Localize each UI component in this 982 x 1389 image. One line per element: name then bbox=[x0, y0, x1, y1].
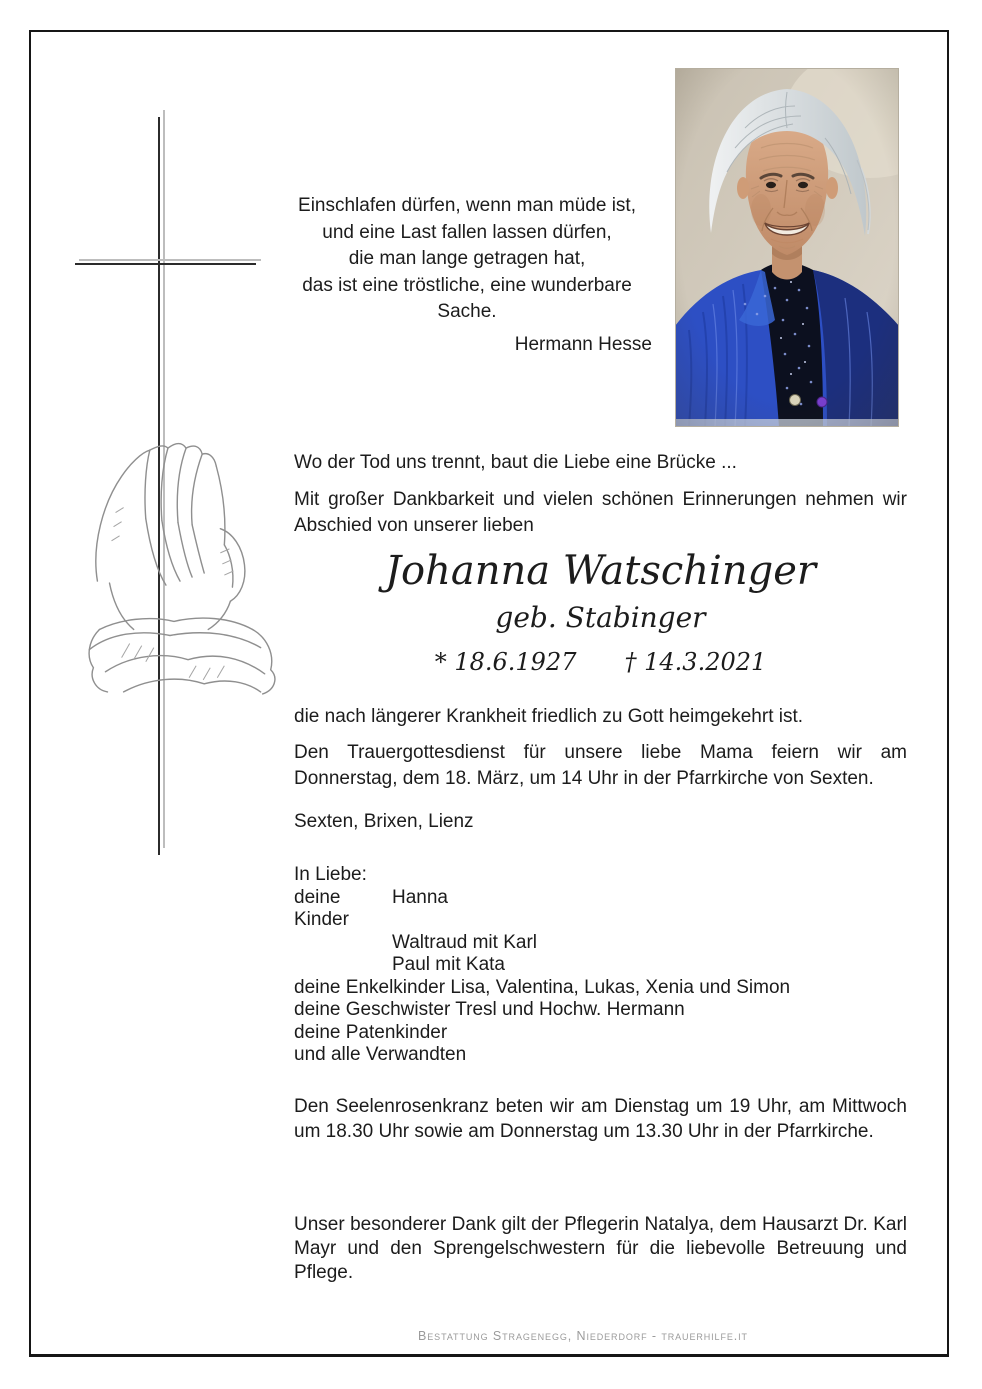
family-heading: In Liebe: bbox=[294, 864, 367, 885]
praying-hands-icon bbox=[68, 432, 284, 704]
family-line: deine Enkelkinder Lisa, Valentina, Lukas, Xenia und Simon bbox=[294, 976, 791, 998]
maiden-name: geb. Stabinger bbox=[495, 601, 706, 634]
memorial-quote bbox=[280, 193, 654, 358]
farewell-line: Wo der Tod uns trennt, baut die Liebe eine Brücke ... bbox=[294, 452, 737, 473]
family-row bbox=[294, 954, 907, 977]
child-name: Paul mit Kata bbox=[392, 954, 505, 975]
funeral-home-footer: Bestattung Stragenegg, Niederdorf - trauerhilfe.it bbox=[418, 1329, 748, 1343]
cross-horizontal-shadow-line bbox=[79, 259, 261, 261]
children-label-spacer bbox=[294, 932, 392, 955]
family-row bbox=[294, 932, 907, 955]
family-line: und alle Verwandten bbox=[294, 1044, 467, 1065]
family-row bbox=[294, 887, 907, 932]
quote-attribution: Hermann Hesse bbox=[514, 333, 652, 355]
portrait-photo bbox=[675, 68, 899, 427]
family-line: deine Geschwister Tresl und Hochw. Hermann bbox=[294, 999, 685, 1020]
family-line: deine Patenkinder bbox=[294, 1021, 448, 1043]
child-name: Waltraud mit Karl bbox=[392, 931, 537, 953]
places-line: Sexten, Brixen, Lienz bbox=[294, 811, 474, 832]
quote-line: die man lange getragen hat, bbox=[348, 248, 586, 269]
birth-date: * 18.6.1927 bbox=[434, 648, 577, 676]
quote-line: und eine Last fallen lassen dürfen, bbox=[322, 221, 612, 243]
quote-line: das ist eine tröstliche, eine wunderbare Sache. bbox=[302, 274, 632, 322]
children-label: deine Kinder bbox=[294, 886, 349, 930]
death-date: † 14.3.2021 bbox=[624, 648, 767, 676]
announcement-text: Mit großer Dankbarkeit und vielen schönen Erinnerungen nehmen wir Abschied von unserer lieben bbox=[294, 489, 907, 536]
children-label-spacer bbox=[294, 954, 392, 977]
child-name: Hanna bbox=[392, 886, 448, 908]
passing-text: die nach längerer Krankheit friedlich zu Gott heimgekehrt ist. bbox=[294, 706, 804, 727]
rosary-notice: Den Seelenrosenkranz beten wir am Dienstag um 19 Uhr, am Mittwoch um 18.30 Uhr sowie am Donnerstag um 13.30 Uhr in der Pfarrkirche. bbox=[294, 1096, 907, 1142]
life-dates bbox=[294, 648, 907, 676]
cross-horizontal-line bbox=[75, 263, 256, 265]
family-list bbox=[294, 864, 907, 1067]
quote-line: Einschlafen dürfen, wenn man müde ist, bbox=[298, 195, 636, 216]
funeral-service-text: Den Trauergottesdienst für unsere liebe Mama feiern wir am Donnerstag, dem 18. März, um 14 Uhr in der Pfarrkirche von Sexten. bbox=[294, 742, 907, 789]
deceased-name: Johanna Watschinger bbox=[384, 548, 816, 594]
thanks-notice: Unser besonderer Dank gilt der Pflegerin Natalya, dem Hausarzt Dr. Karl Mayr und den Sprengelschwestern für die liebevolle Betreuung und Pflege. bbox=[294, 1214, 907, 1283]
